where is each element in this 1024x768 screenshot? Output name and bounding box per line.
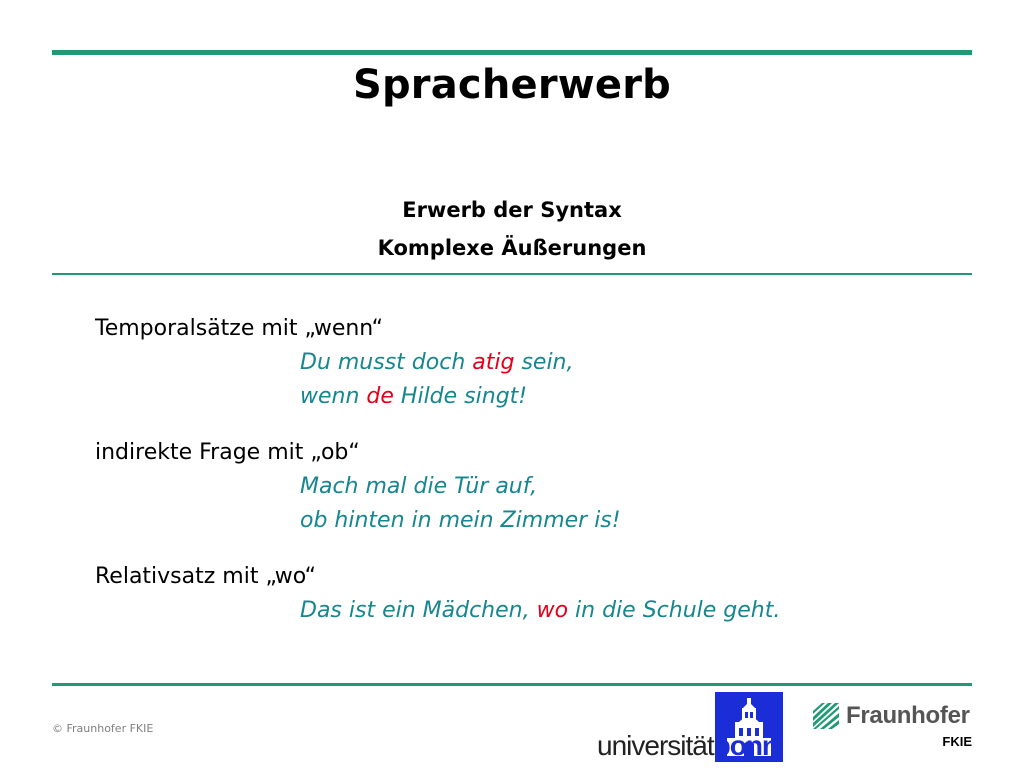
slide-body — [95, 312, 955, 650]
example-text: Das ist ein Mädchen, — [300, 598, 537, 623]
example-line — [95, 380, 955, 414]
fraunhofer-name: Fraunhofer — [846, 702, 970, 729]
fraunhofer-institute: FKIE — [942, 734, 972, 749]
example-line — [95, 470, 955, 504]
example-text: Hilde singt! — [393, 384, 528, 409]
example-text: ob hinten in mein Zimmer is! — [300, 508, 621, 533]
university-name — [597, 730, 778, 762]
example-text: wenn — [300, 384, 367, 409]
fraunhofer-logo — [813, 703, 978, 753]
example-text: sein, — [514, 350, 574, 375]
slide-subtitle-subtopic: Komplexe Äußerungen — [377, 236, 647, 260]
bottom-rule — [52, 683, 972, 686]
example-line — [95, 504, 955, 538]
slide-subtitle-topic: Erwerb der Syntax — [402, 198, 622, 222]
section-heading: Temporalsätze mit „wenn“ — [95, 316, 384, 341]
slide-title: Spracherwerb — [352, 62, 672, 108]
dialect-highlight: atig — [472, 350, 515, 375]
university-bonn-logo — [597, 692, 783, 762]
section-heading: indirekte Frage mit „ob“ — [95, 440, 360, 465]
dialect-highlight: wo — [536, 598, 569, 623]
section-indirect-question — [95, 436, 955, 538]
university-name-regular: universität — [597, 730, 714, 761]
example-text: Mach mal die Tür auf, — [300, 474, 538, 499]
example-line — [95, 346, 955, 380]
example-text: Du musst doch — [300, 350, 473, 375]
section-temporal-clauses — [95, 312, 955, 414]
fraunhofer-mark-icon — [813, 703, 839, 729]
top-rule — [52, 50, 972, 55]
middle-rule — [52, 273, 972, 275]
section-relative-clause — [95, 560, 955, 628]
example-line — [95, 594, 955, 628]
section-heading: Relativsatz mit „wo“ — [95, 564, 316, 589]
university-name-bold: bonn — [713, 730, 779, 761]
copyright-notice: © Fraunhofer FKIE — [52, 722, 154, 735]
dialect-highlight: de — [366, 384, 394, 409]
example-text: in die Schule geht. — [568, 598, 781, 623]
